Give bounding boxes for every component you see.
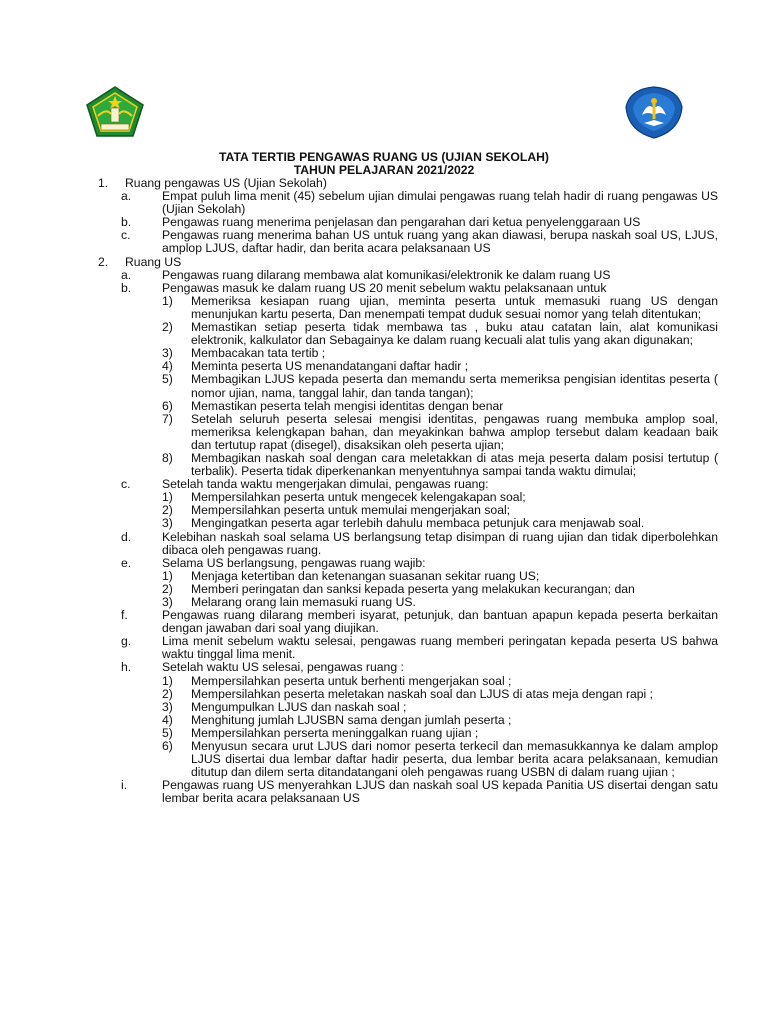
item-marker: f. bbox=[121, 608, 128, 623]
sub-item-text: Menjaga ketertiban dan ketenangan suasanan sekitar ruang US; bbox=[191, 568, 540, 583]
item-marker: c. bbox=[121, 228, 131, 243]
item-text: Selama US berlangsung, pengawas ruang wajib: bbox=[162, 555, 426, 570]
sub-item-text: Membacakan tata tertib ; bbox=[191, 346, 326, 361]
sub-item-text: Mempersilahkan perserta meninggalkan ruang ujian ; bbox=[191, 725, 479, 740]
list-item bbox=[121, 269, 718, 282]
sub-item-text: Menyusun secara urut LJUS dari nomor peserta terkecil dan memasukkannya ke dalam amplop LJUS disertai dua lembar daftar hadir peserta, dua lembar berita acara pelaksanaan, kemudian ditutup dan dilem serta ditandatangani oleh pengawas ruang USBN di dalam ruang ujian ; bbox=[191, 739, 718, 780]
sub-item-marker: 2) bbox=[162, 581, 173, 596]
item-text: Pengawas masuk ke dalam ruang US 20 menit sebelum waktu pelaksanaan untuk bbox=[162, 280, 607, 295]
list-item bbox=[121, 609, 718, 635]
item-text: Pengawas ruang menerima penjelasan dan pengarahan dari ketua penyelenggaraan US bbox=[162, 215, 641, 230]
sub-item-text: Meminta peserta US menandatangani daftar hadir ; bbox=[191, 359, 469, 374]
item-marker: d. bbox=[121, 529, 132, 544]
sub-item bbox=[162, 400, 718, 413]
item-text: Lima menit sebelum waktu selesai, pengawas ruang memberi peringatan kepada peserta US bahwa waktu tinggal lima menit. bbox=[162, 634, 718, 662]
item-text: Empat puluh lima menit (45) sebelum ujian dimulai pengawas ruang telah hadir di ruang pengawas US (Ujian Sekolah) bbox=[162, 189, 718, 217]
sub-item-text: Memberi peringatan dan sanksi kepada peserta yang melakukan kecurangan; dan bbox=[191, 581, 635, 596]
list-item bbox=[121, 229, 718, 255]
rules-list bbox=[98, 177, 718, 806]
sub-item-text: Setelah seluruh peserta selesai mengisi identitas, pengawas ruang membuka amplop soal, memeriksa kelengkapan bahan, dan meyakinkan bahwa amplop tersebut dalam keadaan baik dan tertutup rapat (disegel), disaksikan oleh peserta ujian; bbox=[191, 411, 718, 452]
sub-item-text: Memastikan setiap peserta tidak membawa tas , buku atau catatan lain, alat komunikasi elektronik, kalkulator dan Sebagainya ke dalam ruang kecuali alat tulis yang akan digunakan; bbox=[191, 320, 718, 348]
section-title: Ruang US bbox=[125, 254, 182, 269]
list-item bbox=[121, 557, 718, 609]
sub-item-marker: 3) bbox=[162, 595, 173, 609]
kemenag-logo-icon bbox=[86, 86, 144, 138]
sub-item bbox=[162, 452, 718, 478]
sub-item-text: Membagikan naskah soal dengan cara meletakkan di atas meja peserta dalam posisi tertutup ( terbalik). Peserta tidak diperkenankan menyentuhnya sampai tanda waktu dimulai; bbox=[191, 450, 718, 479]
item-text: Setelah tanda waktu mengerjakan dimulai, pengawas ruang: bbox=[162, 477, 489, 492]
sub-item bbox=[162, 321, 718, 347]
sub-item-text: Mengumpulkan LJUS dan naskah soal ; bbox=[191, 699, 407, 714]
item-marker: i. bbox=[121, 778, 128, 793]
sub-item-text: Melarang orang lain memasuki ruang US. bbox=[191, 595, 416, 609]
sub-item-text: Mempersilahkan peserta meletakan naskah soal dan LJUS di atas meja dengan rapi ; bbox=[191, 686, 654, 701]
sub-item bbox=[162, 413, 718, 452]
sub-item-marker: 3) bbox=[162, 346, 173, 361]
sub-item-marker: 1) bbox=[162, 293, 173, 308]
list-item bbox=[121, 531, 718, 557]
sub-item bbox=[162, 675, 718, 688]
item-text: Pengawas ruang dilarang membawa alat komunikasi/elektronik ke dalam ruang US bbox=[162, 267, 611, 282]
item-text: Pengawas ruang US menyerahkan LJUS dan naskah soal US kepada Panitia US disertai dengan satu lembar berita acara pelaksanaan US bbox=[162, 778, 718, 806]
item-marker: h. bbox=[121, 660, 132, 675]
section-marker: 2. bbox=[98, 254, 109, 269]
list-item bbox=[121, 282, 718, 478]
sub-item-marker: 7) bbox=[162, 411, 173, 426]
section-title: Ruang pengawas US (Ujian Sekolah) bbox=[125, 176, 327, 190]
sub-item-text: Membagikan LJUS kepada peserta dan memandu serta memeriksa pengisian identitas peserta ( nomor ujian, nama, tanggal lahir, dan tanda tangan); bbox=[191, 372, 718, 400]
sub-item bbox=[162, 740, 718, 779]
item-marker: c. bbox=[121, 477, 131, 492]
document-title: TATA TERTIB PENGAWAS RUANG US (UJIAN SEKOLAH) bbox=[219, 150, 549, 164]
sub-item-marker: 1) bbox=[162, 673, 173, 688]
document-subtitle: TAHUN PELAJARAN 2021/2022 bbox=[293, 163, 475, 177]
sub-item bbox=[162, 373, 718, 399]
sub-item bbox=[162, 688, 718, 701]
sub-item-text: Mempersilahkan peserta untuk berhenti mengerjakan soal ; bbox=[191, 673, 512, 688]
item-text: Setelah waktu US selesai, pengawas ruang : bbox=[162, 660, 404, 675]
sub-item-marker: 1) bbox=[162, 568, 173, 583]
sub-item-marker: 3) bbox=[162, 516, 173, 531]
list-item bbox=[121, 635, 718, 661]
list-item bbox=[121, 478, 718, 530]
sub-item-marker: 5) bbox=[162, 725, 173, 740]
sub-item bbox=[162, 295, 718, 321]
sub-item-marker: 3) bbox=[162, 699, 173, 714]
section-marker: 1. bbox=[98, 176, 109, 190]
sub-item bbox=[162, 570, 718, 583]
item-marker: g. bbox=[121, 634, 132, 649]
sub-item bbox=[162, 517, 718, 530]
sub-item-text: Mengingatkan peserta agar terlebih dahulu membaca petunjuk cara menjawab soal. bbox=[191, 516, 645, 531]
sub-item-marker: 4) bbox=[162, 712, 173, 727]
sub-item-marker: 1) bbox=[162, 490, 173, 505]
sub-item-marker: 6) bbox=[162, 398, 173, 413]
item-text: Pengawas ruang dilarang memberi isyarat, petunjuk, dan bantuan apapun kepada peserta berkaitan dengan jawaban dari soal yang diujikan. bbox=[162, 608, 718, 636]
list-item bbox=[121, 661, 718, 779]
sub-item-marker: 8) bbox=[162, 450, 173, 465]
sub-item-marker: 4) bbox=[162, 359, 173, 374]
section-item bbox=[98, 256, 718, 269]
item-marker: e. bbox=[121, 555, 132, 570]
sub-item bbox=[162, 701, 718, 714]
sub-item-marker: 6) bbox=[162, 739, 173, 754]
item-marker: b. bbox=[121, 215, 132, 230]
list-item bbox=[121, 779, 718, 805]
tut-wuri-handayani-logo-icon bbox=[624, 85, 684, 140]
sub-item-text: Memastikan peserta telah mengisi identitas dengan benar bbox=[191, 398, 504, 413]
item-text: Kelebihan naskah soal selama US berlangsung tetap disimpan di ruang ujian dan tidak diperbolehkan dibaca oleh pengawas ruang. bbox=[162, 529, 718, 557]
sub-item-text: Mempersilahkan peserta untuk memulai mengerjakan soal; bbox=[191, 503, 511, 518]
sub-item-marker: 2) bbox=[162, 686, 173, 701]
sub-item-marker: 5) bbox=[162, 372, 173, 387]
item-marker: b. bbox=[121, 280, 132, 295]
sub-item-marker: 2) bbox=[162, 320, 173, 335]
sub-item bbox=[162, 714, 718, 727]
item-marker: a. bbox=[121, 189, 132, 204]
sub-item-text: Mempersilahkan peserta untuk mengecek kelengakapan soal; bbox=[191, 490, 526, 505]
sub-item-text: Memeriksa kesiapan ruang ujian, meminta peserta untuk memasuki ruang US dengan menunjukan kartu peserta, Dan menempati tempat duduk sesuai nomor yang telah ditentukan; bbox=[191, 293, 718, 321]
list-item bbox=[121, 190, 718, 216]
sub-item-marker: 2) bbox=[162, 503, 173, 518]
sub-item-text: Menghitung jumlah LJUSBN sama dengan jumlah peserta ; bbox=[191, 712, 512, 727]
item-marker: a. bbox=[121, 267, 132, 282]
item-text: Pengawas ruang menerima bahan US untuk ruang yang akan diawasi, berupa naskah soal US, LJUS, amplop LJUS, daftar hadir, dan berita acara pelaksanaan US bbox=[162, 228, 718, 256]
